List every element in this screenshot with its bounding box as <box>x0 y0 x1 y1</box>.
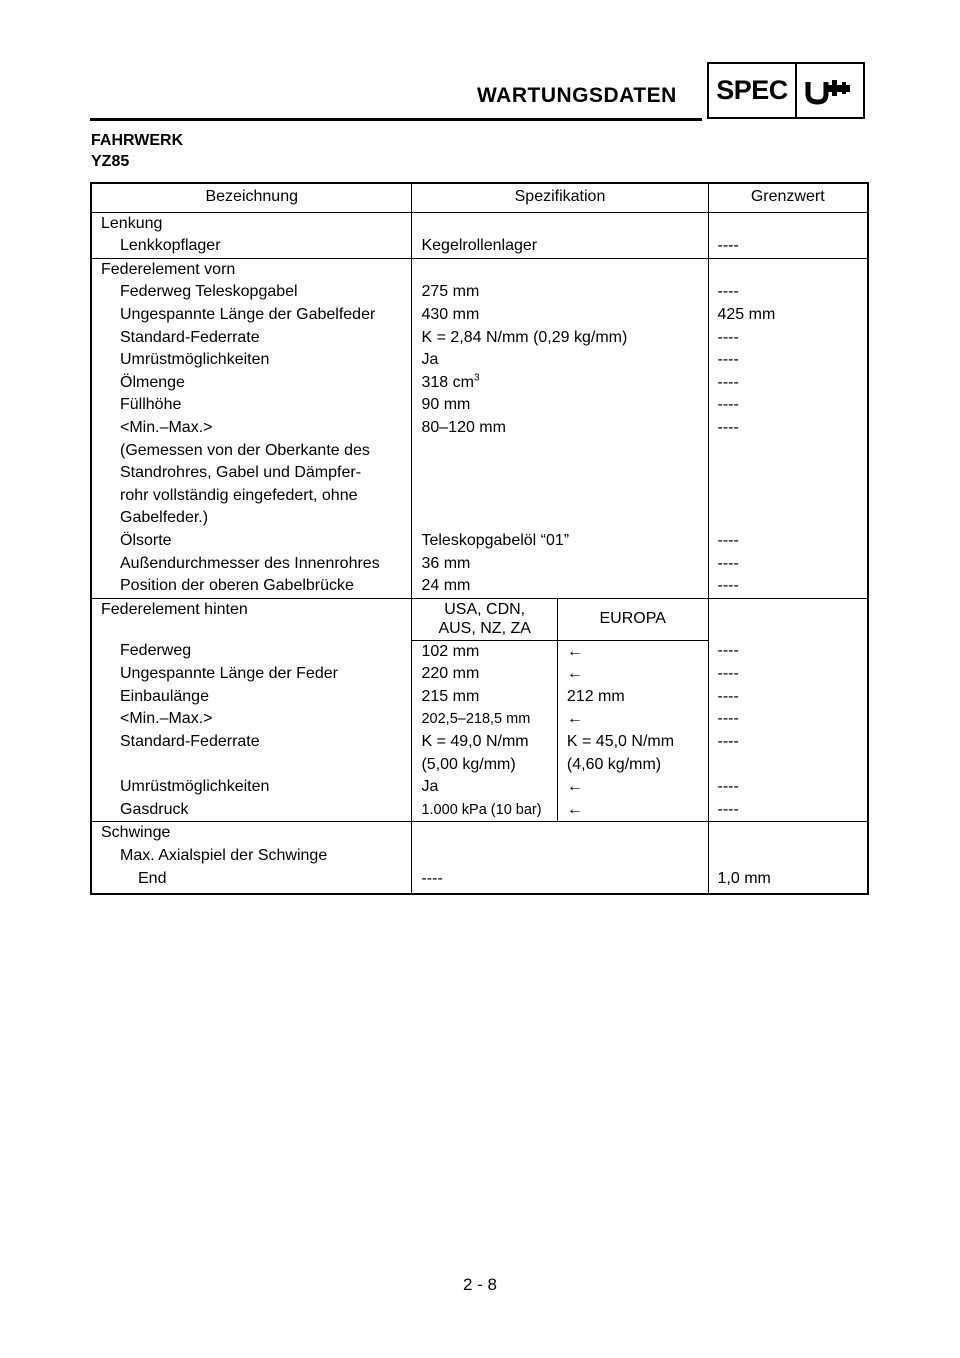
item-label: Umrüstmöglichkeiten <box>120 351 270 369</box>
table-row <box>91 235 868 258</box>
spec-value: ← <box>557 708 708 731</box>
rate-line: K = 45,0 N/mm <box>566 733 675 751</box>
minmax-label: <Min.–Max.> <box>120 418 213 436</box>
limit-value: ---- <box>708 640 868 663</box>
limit-value: ---- <box>708 235 868 258</box>
note-line: Standrohres, Gabel und Dämpfer- <box>120 464 362 482</box>
item-label: Außendurchmesser des Innenrohres <box>120 554 380 572</box>
spec-value <box>557 731 708 776</box>
table-row <box>91 281 868 304</box>
header-cell: Grenzwert <box>708 183 868 212</box>
spec-value: 212 mm <box>557 686 708 709</box>
page-title: WARTUNGSDATEN <box>477 84 677 107</box>
limit-value: ---- <box>708 686 868 709</box>
spec-value: ← <box>557 799 708 822</box>
table-row <box>91 530 868 553</box>
table-row <box>91 598 868 640</box>
rate-line: K = 49,0 N/mm <box>421 733 529 751</box>
section-header <box>91 130 183 172</box>
table-row <box>91 845 868 868</box>
group-label: Schwinge <box>91 822 412 845</box>
spec-value <box>412 731 557 776</box>
spec-value: 90 mm <box>412 394 708 417</box>
header-cell: Bezeichnung <box>91 183 412 212</box>
model-name: YZ85 <box>91 153 130 170</box>
limit-value: ---- <box>708 372 868 395</box>
table-row <box>91 394 868 417</box>
table-row <box>91 708 868 731</box>
table-row <box>91 731 868 776</box>
limit-value: ---- <box>708 731 868 776</box>
spec-value: 102 mm <box>412 640 557 663</box>
limit-value: ---- <box>708 281 868 304</box>
item-label: Ölmenge <box>120 373 185 391</box>
rate-line: (5,00 kg/mm) <box>421 755 516 773</box>
spec-value: Teleskopgabelöl “01” <box>412 530 708 553</box>
limit-value: ---- <box>708 708 868 731</box>
region-header <box>412 598 557 640</box>
oil-amount: 318 cm <box>421 373 474 391</box>
unit-superscript: 3 <box>473 372 480 384</box>
group-label: Lenkung <box>101 214 163 232</box>
item-label: Ungespannte Länge der Gabelfeder <box>120 305 376 323</box>
limit-value: ---- <box>708 417 868 530</box>
limit-value: ---- <box>708 663 868 686</box>
table-row <box>91 575 868 598</box>
limit-value: ---- <box>708 327 868 350</box>
spec-value: Ja <box>412 349 708 372</box>
item-label: Füllhöhe <box>120 396 182 414</box>
item-label: Federweg <box>120 642 192 660</box>
limit-value: 1,0 mm <box>708 868 868 895</box>
limit-value: ---- <box>708 394 868 417</box>
limit-value: ---- <box>708 776 868 799</box>
item-label <box>91 417 412 530</box>
spec-value: ← <box>557 776 708 799</box>
table-row <box>91 349 868 372</box>
item-label: Position der oberen Gabelbrücke <box>120 577 354 595</box>
table-row <box>91 417 868 530</box>
note-line: (Gemessen von der Oberkante des <box>120 441 370 459</box>
item-label: Max. Axialspiel der Schwinge <box>120 847 328 865</box>
spec-value: 80–120 mm <box>412 417 708 530</box>
limit-value: ---- <box>708 799 868 822</box>
region-header: EUROPA <box>557 598 708 640</box>
spec-value: ← <box>557 663 708 686</box>
spec-badge <box>707 62 865 119</box>
spec-value: 430 mm <box>412 304 708 327</box>
table-header-row <box>91 183 868 212</box>
table-row <box>91 212 868 235</box>
limit-value: ---- <box>708 553 868 576</box>
item-label: Lenkkopflager <box>120 237 221 255</box>
spec-value: 36 mm <box>412 553 708 576</box>
item-label: End <box>138 869 167 887</box>
table-row <box>91 686 868 709</box>
spec-value: 220 mm <box>412 663 557 686</box>
group-label: Federelement hinten <box>91 598 412 640</box>
table-row <box>91 799 868 822</box>
limit-value: 425 mm <box>708 304 868 327</box>
limit-value: ---- <box>708 575 868 598</box>
table-row <box>91 822 868 845</box>
spec-badge-label: SPEC <box>709 64 797 117</box>
item-label: Standard-Federrate <box>120 733 260 751</box>
table-row <box>91 868 868 895</box>
spec-value: K = 2,84 N/mm (0,29 kg/mm) <box>412 327 708 350</box>
spec-value: 202,5–218,5 mm <box>412 708 557 731</box>
fork-icon <box>797 64 863 117</box>
limit-value: ---- <box>708 349 868 372</box>
spec-table <box>90 182 869 895</box>
table-row <box>91 553 868 576</box>
item-label: <Min.–Max.> <box>120 710 213 728</box>
spec-value: Ja <box>412 776 557 799</box>
header-cell: Spezifikation <box>412 183 708 212</box>
region-line: AUS, NZ, ZA <box>438 619 531 637</box>
spec-value: 24 mm <box>412 575 708 598</box>
table-row <box>91 304 868 327</box>
item-label: Einbaulänge <box>120 687 209 705</box>
spec-value: 215 mm <box>412 686 557 709</box>
table-row <box>91 663 868 686</box>
limit-value: ---- <box>708 530 868 553</box>
item-label: Gasdruck <box>120 800 189 818</box>
header-rule <box>90 118 702 121</box>
item-label: Ungespannte Länge der Feder <box>120 665 338 683</box>
spec-value: ---- <box>412 868 708 895</box>
section-title: FAHRWERK <box>91 132 184 149</box>
spec-value: Kegelrollenlager <box>412 235 708 258</box>
page-number: 2 - 8 <box>462 1275 498 1294</box>
note-line: Gabelfeder.) <box>120 509 209 527</box>
table-row <box>91 258 868 281</box>
spec-value <box>412 372 708 395</box>
spec-value: 1.000 kPa (10 bar) <box>412 799 557 822</box>
spec-value: ← <box>557 640 708 663</box>
spec-value: 275 mm <box>412 281 708 304</box>
rate-line: (4,60 kg/mm) <box>566 755 662 773</box>
group-label: Federelement vorn <box>91 258 412 281</box>
item-label: Standard-Federrate <box>120 328 260 346</box>
table-row <box>91 776 868 799</box>
item-label: Ölsorte <box>120 531 172 549</box>
item-label: Umrüstmöglichkeiten <box>120 778 270 796</box>
item-label: Federweg Teleskopgabel <box>120 283 298 301</box>
table-row <box>91 372 868 395</box>
table-row <box>91 640 868 663</box>
note-line: rohr vollständig eingefedert, ohne <box>120 486 358 504</box>
table-row <box>91 327 868 350</box>
region-line: USA, CDN, <box>444 600 526 618</box>
